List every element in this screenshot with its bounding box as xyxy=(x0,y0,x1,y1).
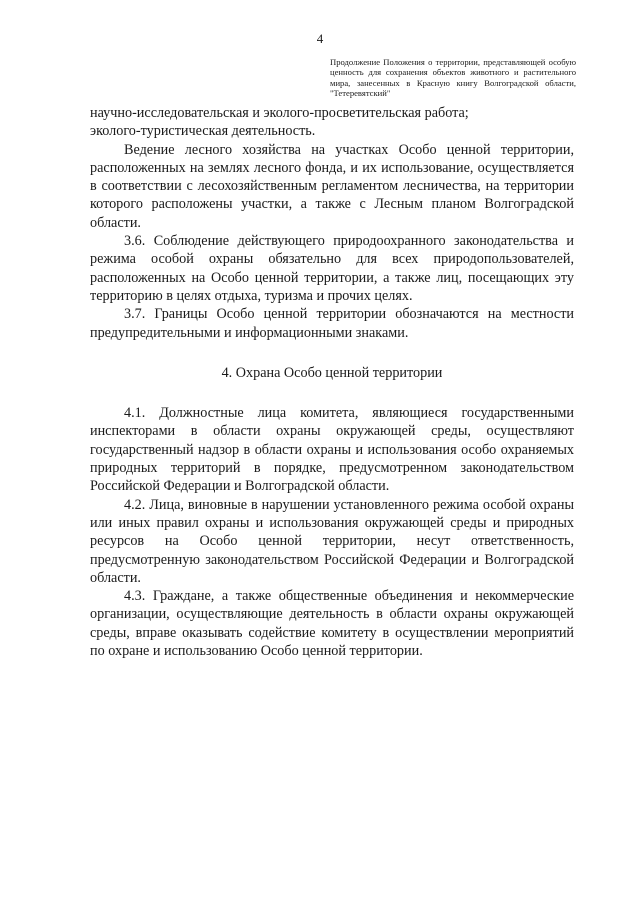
section-heading-4: 4. Охрана Особо ценной территории xyxy=(221,364,443,381)
paragraph-3-6: 3.6. Соблюдение действующего природоохранного законодательства и режима особой охраны обязательно для всех природопользователей, расположенных на Особо ценной территории, а также лиц, посещающих эту территорию в целях отдыха, туризма и прочих целях. xyxy=(90,233,574,304)
paragraph-forestry: Ведение лесного хозяйства на участках Особо ценной территории, расположенных на землях лесного фонда, и их использование, осуществляется в соответствии с лесохозяйственным регламентом лесничества, на территории которого расположены участки, а также с Лесным планом Волгоградской области. xyxy=(90,141,574,231)
document-header-note: Продолжение Положения о территории, представляющей особую ценность для сохранения объектов животного и растительного мира, занесенных в Красную книгу Волгоградской области, "Тетеревятский" xyxy=(330,57,576,99)
document-body xyxy=(90,104,574,660)
page-number: 4 xyxy=(316,31,324,46)
paragraph-4-2: 4.2. Лица, виновные в нарушении установленного режима особой охраны или иных правил охраны и использования окружающей среды и природных ресурсов на Особо ценной территории, несут ответственность, предусмотренную законодательством Российской Федерации и Волгоградской области. xyxy=(90,496,574,586)
paragraph-research-work: научно-исследовательская и эколого-просветительская работа; xyxy=(90,105,469,121)
paragraph-4-1: 4.1. Должностные лица комитета, являющиеся государственными инспекторами в области охраны окружающей среды, осуществляют государственный надзор в области охраны и использования особо охраняемых природных территорий в порядке, предусмотренном законодательством Российской Федерации и Волгоградской области. xyxy=(90,405,574,495)
paragraph-eco-tourism: эколого-туристическая деятельность. xyxy=(90,123,316,140)
paragraph-3-7: 3.7. Границы Особо ценной территории обозначаются на местности предупредительными и информационными знаками. xyxy=(90,306,574,341)
paragraph-4-3: 4.3. Граждане, а также общественные объединения и некоммерческие организации, осуществляющие деятельность в области охраны окружающей среды, вправе оказывать содействие комитету в осуществлении мероприятий по охране и использованию Особо ценной территории. xyxy=(90,588,574,660)
